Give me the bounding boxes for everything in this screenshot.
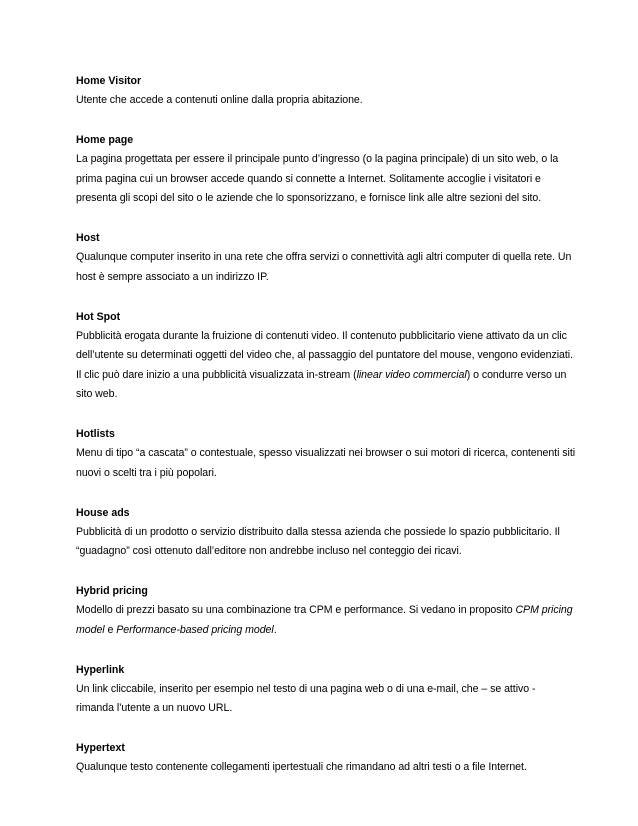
glossary-entry [76,739,576,778]
glossary-term: Host [76,232,100,244]
definition-text: Utente che accede a contenuti online dalla propria abitazione. [76,94,363,106]
glossary-definition [76,150,576,209]
glossary-entry [76,72,576,111]
definition-text: e [104,623,117,636]
glossary-entry [76,131,576,209]
definition-text: Qualunque testo contenente collegamenti ipertestuali che rimandano ad altri testi o a file Internet. [76,761,527,773]
definition-text: Modello di prezzi basato su una combinazione tra CPM e performance. Si vedano in proposito [76,604,516,616]
glossary-term: Hyperlink [76,663,125,676]
glossary-term: Home page [76,134,134,146]
glossary-term: Hotlists [76,428,115,440]
definition-italic-text: CPM pricing model [76,604,573,636]
glossary-definition [76,248,576,287]
definition-text: Qualunque computer inserito in una rete che offra servizi o connettività agli altri computer di quella rete. Un host è sempre associato a un indirizzo IP. [76,251,572,283]
glossary-term: Hot Spot [76,310,121,323]
glossary-entry [76,661,576,719]
glossary-definition [76,523,576,562]
glossary-page [76,72,576,798]
glossary-term: Hypertext [76,742,125,754]
glossary-entry [76,308,576,405]
definition-text: Menu di tipo “a cascata” o contestuale, spesso visualizzati nei browser o sui motori di ricerca, contenenti siti nuovi o scelti tra i più popolari. [76,447,576,479]
glossary-entry [76,229,576,287]
glossary-definition [76,91,576,111]
definition-italic-text: Performance-based pricing model [116,623,274,636]
glossary-definition [76,601,576,640]
definition-text: . [273,623,277,636]
definition-text: La pagina progettata per essere il principale punto d’ingresso (o la pagina principale) di un sito web, o la prima pagina cui un browser accede quando si connette a Internet. Solitamente accoglie i visitatori e presenta gli scopi del sito o le aziende che lo sponsorizzano, e fornisce link alle altre sezioni del sito. [76,153,559,204]
glossary-definition [76,444,576,483]
glossary-entry [76,504,576,562]
glossary-entry [76,425,576,483]
glossary-term: House ads [76,506,130,519]
definition-text: Pubblicità di un prodotto o servizio distribuito dalla stessa azienda che possiede lo spazio pubblicitario. Il “guadagno” così ottenuto dall’editore non andrebbe incluso nel conteggio dei ricavi. [76,525,560,557]
glossary-entry [76,582,576,640]
definition-italic-text: linear video commercial [356,368,467,381]
glossary-definition [76,758,576,778]
glossary-definition [76,680,576,719]
glossary-definition [76,327,576,405]
glossary-term: Home Visitor [76,75,142,87]
glossary-term: Hybrid pricing [76,585,148,597]
definition-text: ) o condurre verso un sito web. [76,368,567,400]
definition-text: Un link cliccabile, inserito per esempio nel testo di una pagina web o di una e-mail, che – se attivo - rimanda l’utente a un nuovo URL. [76,682,536,714]
definition-text: Pubblicità erogata durante la fruizione di contenuti video. Il contenuto pubblicitario viene attivato da un clic dell’utente su determinati oggetti del video che, al passaggio del puntatore del mouse, vengono evidenziati. Il clic può dare inizio a una pubblicità visualizzata in-stream ( [76,329,573,381]
